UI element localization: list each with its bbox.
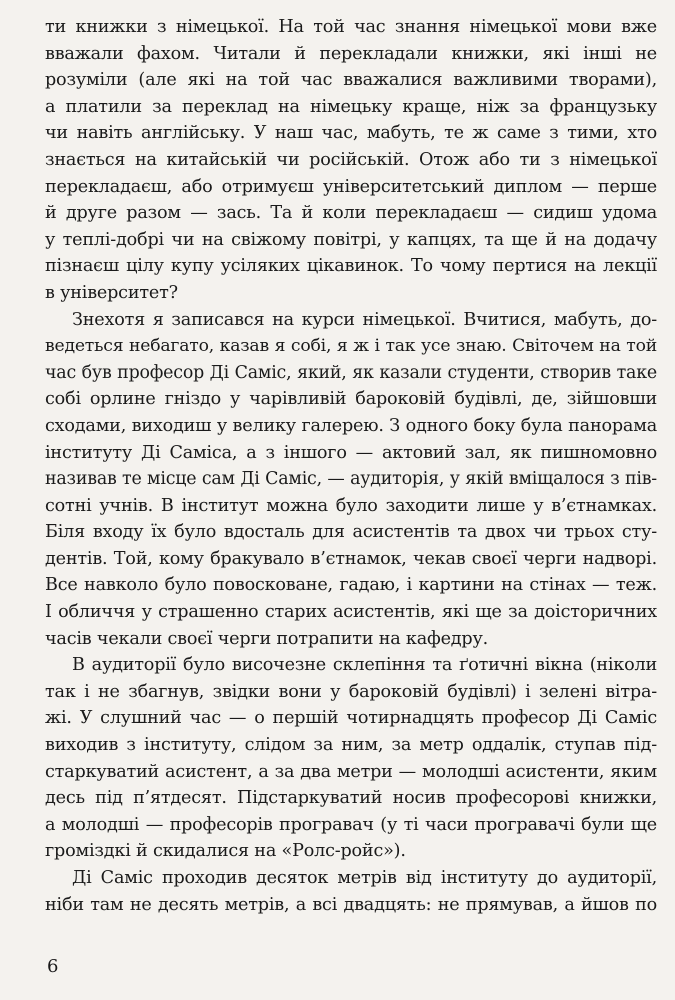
- text-line: вважали фахом. Читали й перекладали книжки, які інші не: [45, 43, 657, 64]
- page-number: 6: [47, 956, 59, 977]
- text-line: жі. У слушний час — о першій чотирнадцять професор Ді Саміс: [45, 708, 657, 729]
- text-line: й друге разом — зась. Та й коли перекладаєш — сидиш удома: [45, 203, 657, 224]
- text-line: Ді Саміс проходив десяток метрів від інституту до аудиторії,: [72, 868, 657, 888]
- text-line: інституту Ді Саміса, а з іншого — актовий зал, як пишномовно: [45, 442, 657, 463]
- text-line: в університет?: [45, 282, 178, 303]
- text-line: чи навіть англійську. У наш час, мабуть, те ж саме з тими, хто: [45, 123, 657, 144]
- text-line: ніби там не десять метрів, а всі двадцять: не прямував, а йшов по: [45, 894, 657, 915]
- text-line: І обличчя у страшенно старих асистентів, які ще за доісторичних: [45, 602, 657, 623]
- text-line: старкуватий асистент, а за два метри — молодші асистенти, яким: [45, 761, 657, 782]
- text-line: знається на китайській чи російській. Отож або ти з німецької: [45, 149, 657, 170]
- text-line: а платили за переклад на німецьку краще, ніж за французьку: [45, 96, 657, 117]
- text-line: розуміли (але які на той час вважалися важливими творами),: [45, 70, 657, 91]
- text-line: сходами, виходиш у велику галерею. З одного боку була панорама: [45, 415, 657, 436]
- text-line: називав те місце сам Ді Саміс, — аудиторія, у якій вміщалося з пів-: [45, 469, 657, 490]
- text-line: собі орлине гніздо у чарівливій бароковій будівлі, де, зійшовши: [45, 389, 657, 410]
- text-line: сотні учнів. В інститут можна було заходити лише у в’єтнамках.: [45, 495, 657, 516]
- text-line: ти книжки з німецької. На той час знання німецької мови вже: [45, 17, 657, 37]
- text-line: Знехотя я записався на курси німецької. Вчитися, мабуть, до-: [72, 309, 657, 330]
- text-line: ведеться небагато, казав я собі, я ж і так усе знаю. Світочем на той: [45, 336, 657, 357]
- text-line: часів чекали своєї черги потрапити на кафедру.: [45, 628, 489, 649]
- paragraph-1: [45, 14, 657, 307]
- text-line: пізнаєш цілу купу усіляких цікавинок. То чому пертися на лекції: [45, 256, 657, 277]
- text-line: громіздкі й скидалися на «Ролс-ройс»).: [45, 841, 406, 862]
- text-line: В аудиторії було височезне склепіння та ґотичні вікна (ніколи: [72, 655, 657, 676]
- text-line: перекладаєш, або отримуєш університетський диплом — перше: [45, 176, 657, 197]
- paragraph-2: [45, 307, 657, 653]
- paragraph-4: [45, 865, 657, 918]
- text-line: дентів. Той, кому бракувало в’єтнамок, чекав своєї черги надворі.: [45, 548, 657, 569]
- text-line: Біля входу їх було вдосталь для асистентів та двох чи трьох сту-: [45, 522, 657, 543]
- text-line: виходив з інституту, слідом за ним, за метр оддалік, ступав під-: [45, 735, 657, 756]
- text-line: Все навколо було повосковане, гадаю, і картини на стінах — теж.: [45, 575, 657, 596]
- book-page: [45, 14, 657, 974]
- text-line: а молодші — професорів програвач (у ті часи програвачі були ще: [45, 814, 657, 835]
- text-line: так і не збагнув, звідки вони у бароковій будівлі) і зелені вітра-: [45, 681, 657, 702]
- text-line: час був професор Ді Саміс, який, як казали студенти, створив таке: [45, 362, 657, 383]
- text-line: у теплі-добрі чи на свіжому повітрі, у капцях, та ще й на додачу: [45, 229, 657, 250]
- text-line: десь під п’ятдесят. Підстаркуватий носив професорові книжки,: [45, 788, 657, 809]
- paragraph-3: [45, 652, 657, 865]
